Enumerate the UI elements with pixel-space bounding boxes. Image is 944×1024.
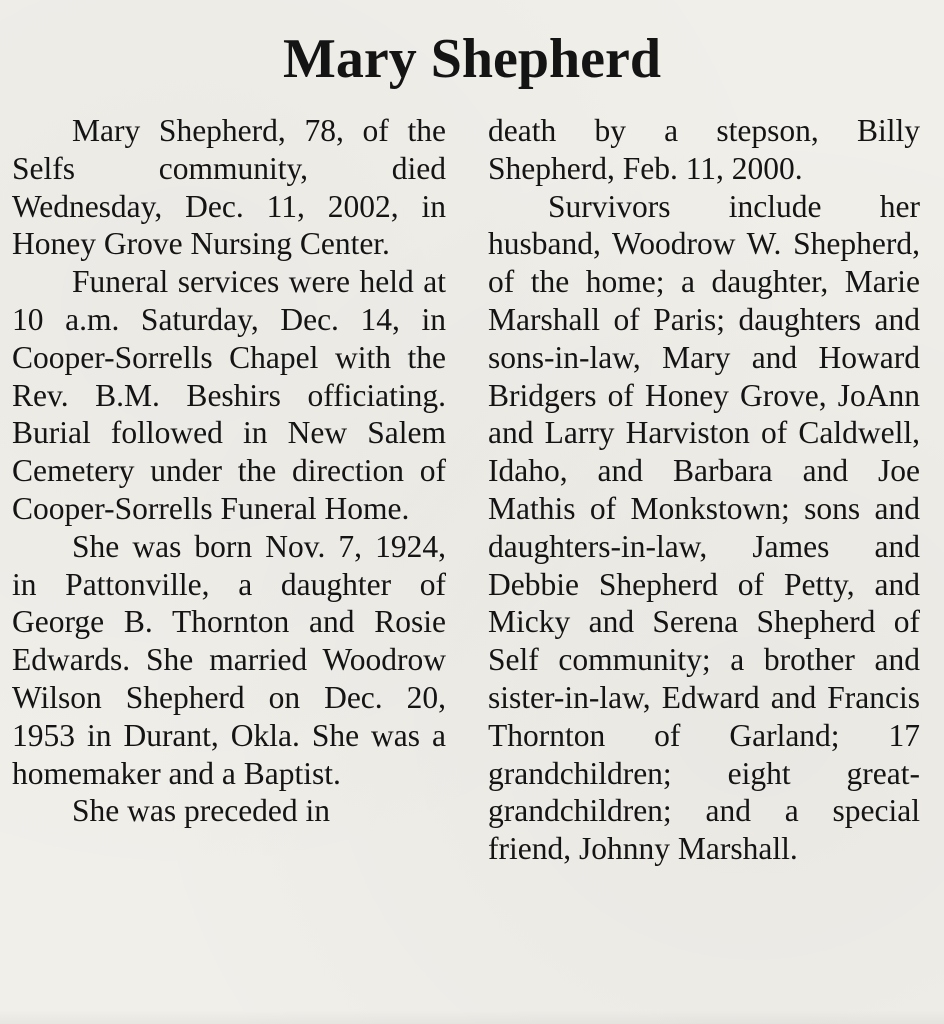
- right-column: [488, 112, 920, 868]
- paragraph-preceded-in-death-continued: death by a stepson, Billy Shepherd, Feb. 11, 2000.: [488, 113, 920, 186]
- paragraph-death-notice: Mary Shepherd, 78, of the Selfs community, died Wednesday, Dec. 11, 2002, in Honey Grove Nursing Center.: [12, 113, 446, 262]
- paragraph-funeral-services: Funeral services were held at 10 a.m. Saturday, Dec. 14, in Cooper-Sorrells Chapel with the Rev. B.M. Beshirs officiating. Burial followed in New Salem Cemetery under the direction of Cooper-Sorrells Funeral Home.: [12, 264, 446, 526]
- paper-edge-shadow: [0, 1010, 944, 1024]
- paragraph-survivors: Survivors include her husband, Woodrow W. Shepherd, of the home; a daughter, Marie Marshall of Paris; daughters and sons-in-law, Mary and Howard Bridgers of Honey Grove, JoAnn and Larry Harviston of Caldwell, Idaho, and Barbara and Joe Mathis of Monkstown; sons and daughters-in-law, James and Debbie Shepherd of Petty, and Micky and Serena Shepherd of Self community; a brother and sister-in-law, Edward and Francis Thornton of Garland; 17 grandchildren; eight great-grandchildren; and a special friend, Johnny Marshall.: [488, 188, 920, 867]
- left-column: [12, 112, 446, 830]
- obituary-headline: Mary Shepherd: [283, 28, 661, 90]
- paragraph-preceded-in-death-start: She was preceded in: [72, 793, 331, 829]
- paragraph-birth-and-marriage: She was born Nov. 7, 1924, in Pattonville, a daughter of George B. Thornton and Rosie Edwards. She married Woodrow Wilson Shepherd on Dec. 20, 1953 in Durant, Okla. She was a homemaker and a Baptist.: [12, 528, 446, 791]
